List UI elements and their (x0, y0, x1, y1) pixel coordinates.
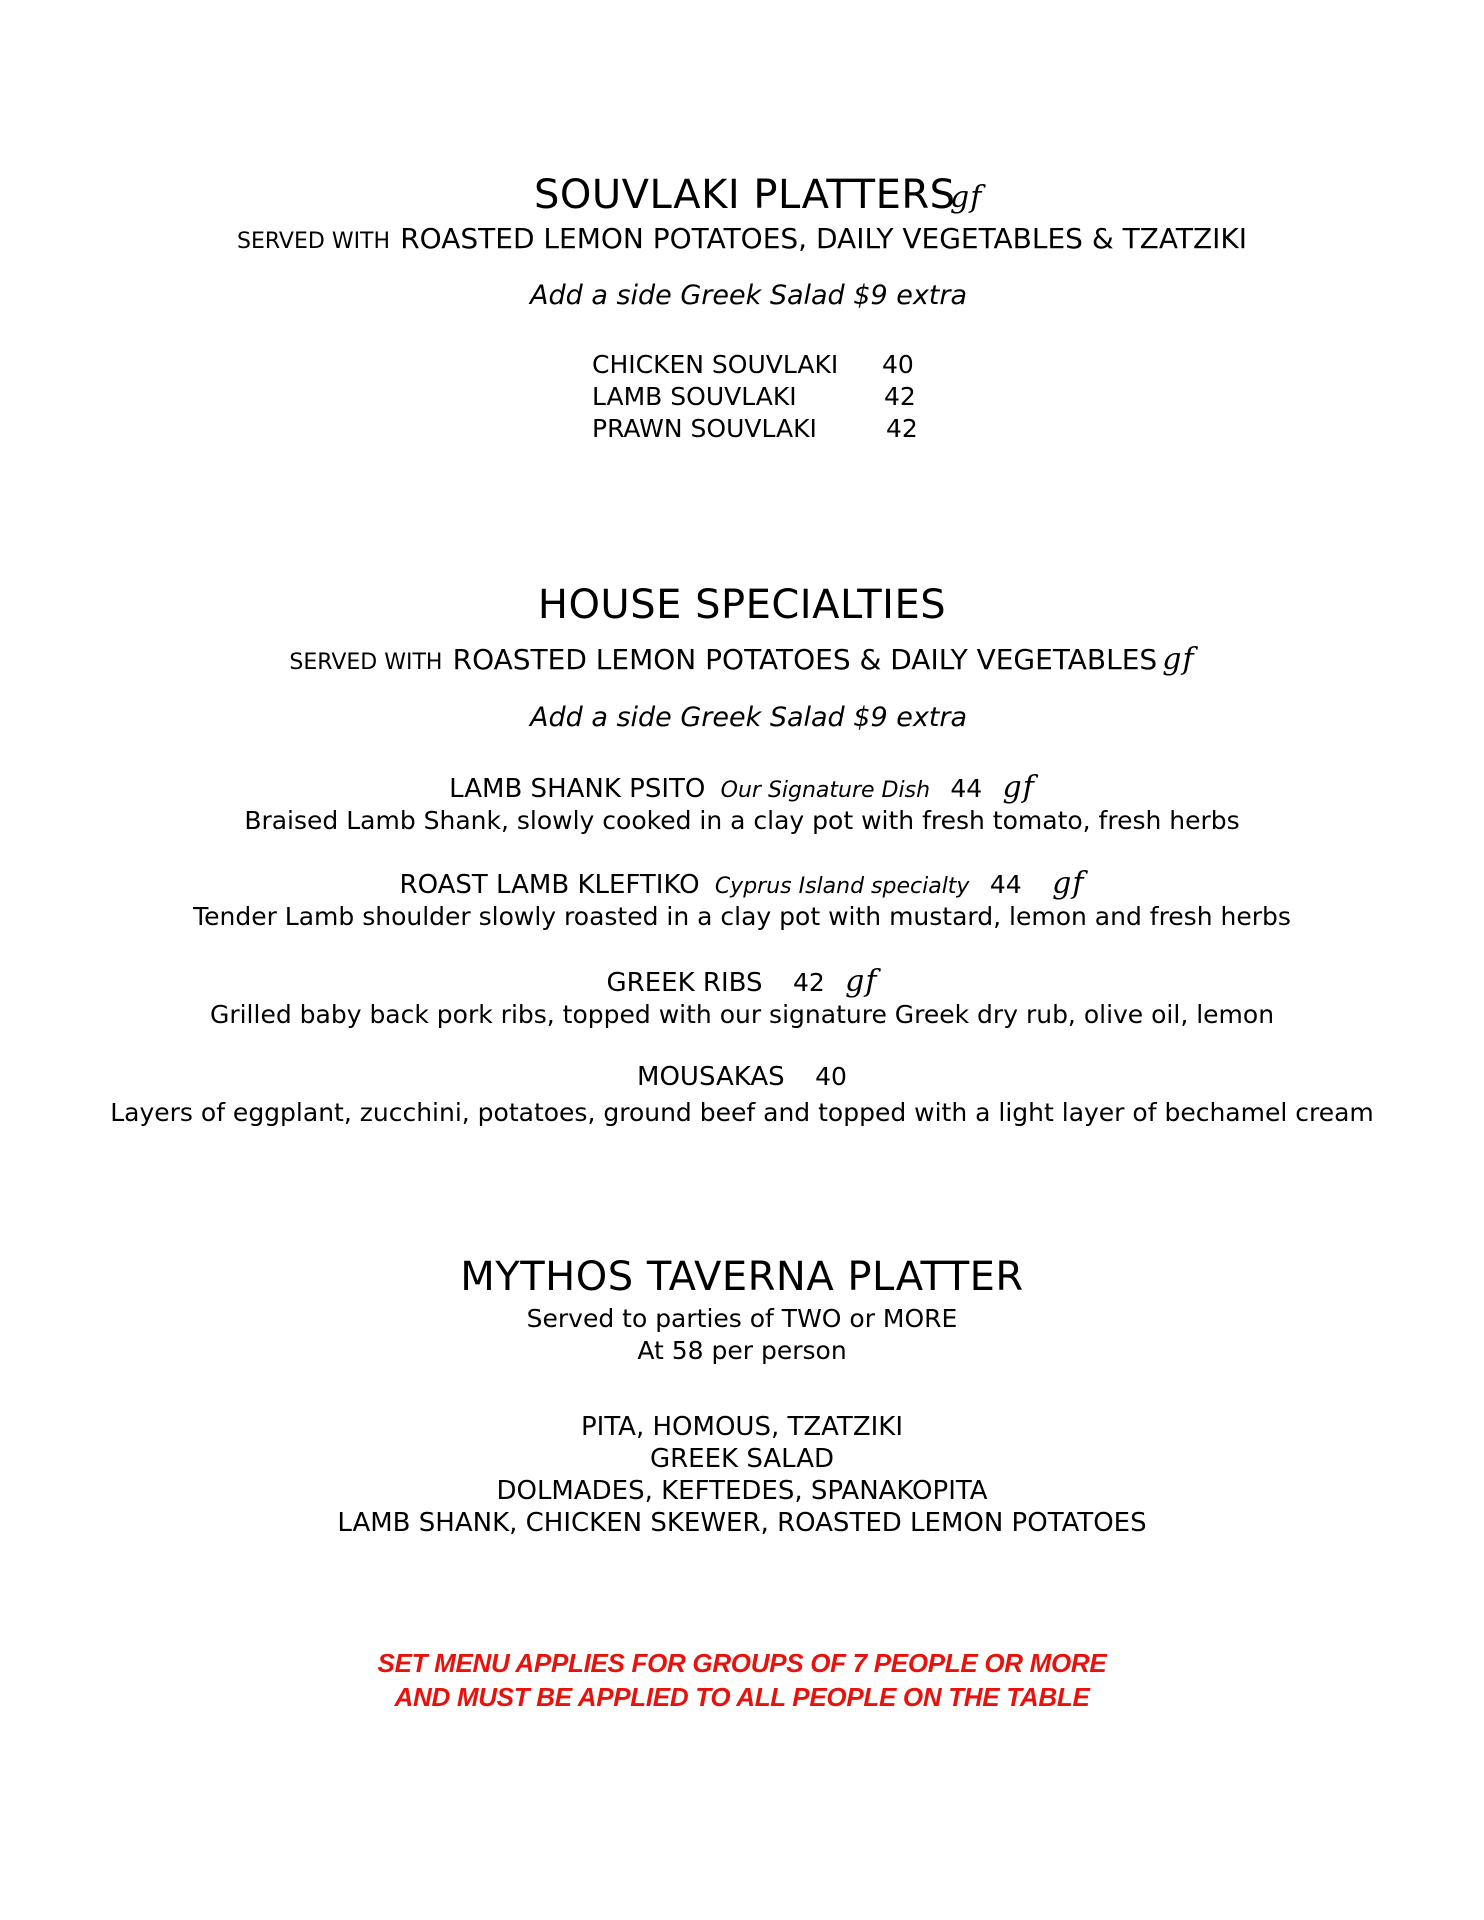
platter-price: At 58 per person (637, 1336, 847, 1365)
item-price: 40 (882, 350, 914, 379)
notice-text: AND MUST BE APPLIED TO ALL PEOPLE ON THE TABLE (394, 1682, 1090, 1712)
list-item: PITA, HOMOUS, TZATZIKI (580, 1412, 904, 1442)
gluten-free-mark: gf (950, 180, 983, 215)
dish-price: 44 (950, 774, 983, 803)
side-salad-note: Add a side Greek Salad $9 extra (530, 702, 968, 733)
dish-title-row (0, 866, 1484, 901)
gluten-free-mark: gf (1162, 642, 1195, 677)
dish-description (0, 806, 1484, 835)
dish-name: ROAST LAMB KLEFTIKO (399, 870, 700, 900)
served-with-sides: ROASTED LEMON POTATOES, DAILY VEGETABLES & TZATZIKI (400, 222, 1247, 255)
dish-name: MOUSAKAS (637, 1062, 785, 1092)
list-item: LAMB SHANK, CHICKEN SKEWER, ROASTED LEMON POTATOES (337, 1508, 1147, 1538)
list-item (592, 350, 914, 382)
souvlaki-section-title (534, 172, 956, 218)
served-with-label: SERVED WITH (236, 229, 391, 254)
platter-terms: Served to parties of TWO or MORE (526, 1304, 958, 1333)
dish-name: GREEK RIBS (606, 968, 763, 998)
house-served-with (0, 642, 1484, 677)
list-item (592, 414, 918, 446)
dish-desc: Grilled baby back pork ribs, topped with our signature Greek dry rub, olive oil, lemon (209, 1000, 1275, 1029)
notice-text: SET MENU APPLIES FOR GROUPS OF 7 PEOPLE OR MORE (377, 1648, 1107, 1678)
dish-title-row (0, 964, 1484, 999)
platter-item-row (0, 1444, 1484, 1474)
dish-name: LAMB SHANK PSITO (449, 774, 706, 804)
dish-tag: Cyprus Island specialty (714, 874, 970, 899)
item-name: LAMB SOUVLAKI (592, 382, 797, 411)
dish-desc: Braised Lamb Shank, slowly cooked in a clay pot with fresh tomato, fresh herbs (244, 806, 1240, 835)
dish-price: 40 (815, 1062, 847, 1091)
platter-terms-line2 (0, 1336, 1484, 1365)
dish-price: 42 (793, 968, 825, 997)
souvlaki-served-with (0, 222, 1484, 255)
gluten-free-mark: gf (1002, 770, 1035, 805)
gluten-free-mark: gf (845, 964, 878, 999)
item-price: 42 (886, 414, 918, 443)
item-price: 42 (884, 382, 916, 411)
souvlaki-list (592, 350, 918, 446)
served-with-sides: ROASTED LEMON POTATOES & DAILY VEGETABLES (452, 643, 1158, 676)
section-title: SOUVLAKI PLATTERS (534, 172, 956, 218)
gluten-free-mark: gf (1052, 866, 1085, 901)
dish-title-row (0, 1062, 1484, 1092)
platter-item-row (0, 1476, 1484, 1506)
dish-tag: Our Signature Dish (720, 778, 931, 803)
section-title: MYTHOS TAVERNA PLATTER (460, 1254, 1024, 1300)
house-side-note (530, 702, 968, 733)
dish-desc: Layers of eggplant, zucchini, potatoes, ground beef and topped with a light layer of bechamel cream (110, 1098, 1374, 1127)
house-section-title (0, 582, 1484, 628)
list-item: GREEK SALAD (649, 1444, 835, 1474)
set-menu-notice-line1 (0, 1648, 1484, 1679)
section-title: HOUSE SPECIALTIES (537, 582, 947, 628)
dish-title-row (0, 770, 1484, 805)
served-with-label: SERVED WITH (289, 650, 443, 675)
dish-description (0, 902, 1484, 931)
platter-item-row (0, 1412, 1484, 1442)
dish-description (0, 1098, 1484, 1127)
platter-section-title (0, 1254, 1484, 1300)
souvlaki-side-note (530, 280, 968, 311)
dish-description (0, 1000, 1484, 1029)
list-item: DOLMADES, KEFTEDES, SPANAKOPITA (496, 1476, 988, 1506)
platter-item-row (0, 1508, 1484, 1538)
dish-desc: Tender Lamb shoulder slowly roasted in a clay pot with mustard, lemon and fresh herbs (193, 902, 1291, 931)
list-item (592, 382, 916, 414)
side-salad-note: Add a side Greek Salad $9 extra (530, 280, 968, 311)
item-name: CHICKEN SOUVLAKI (592, 350, 839, 379)
item-name: PRAWN SOUVLAKI (592, 414, 817, 443)
set-menu-notice-line2 (0, 1682, 1484, 1713)
dish-price: 44 (989, 870, 1022, 899)
platter-terms-line1 (0, 1304, 1484, 1333)
